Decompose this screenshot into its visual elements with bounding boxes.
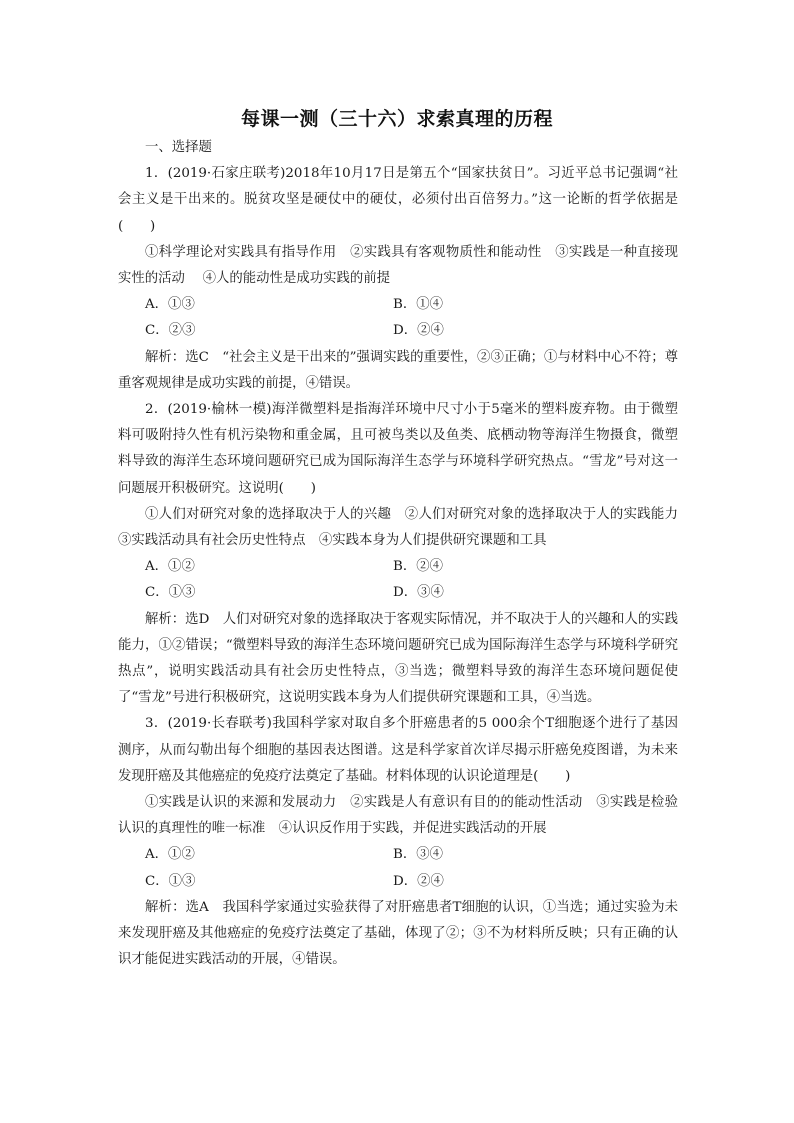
question-3 bbox=[118, 711, 678, 973]
choice-row bbox=[118, 554, 678, 580]
choice-a: A．①② bbox=[145, 847, 195, 863]
choice-d: D．②④ bbox=[393, 323, 444, 339]
choice-row bbox=[118, 869, 678, 895]
question-stem: 3．(2019·长春联考)我国科学家对取自多个肝癌患者的5 000余个T细胞逐个进行了基因测序，从而勾勒出每个细胞的基因表达图谱。这是科学家首次详尽揭示肝癌免疫图谱，为未来发现肝癌及其他癌症的免疫疗法奠定了基础。材料体现的认识论道理是( ) bbox=[118, 716, 678, 784]
choice-d: D．③④ bbox=[393, 585, 444, 601]
choice-row bbox=[118, 292, 678, 318]
choice-row bbox=[118, 318, 678, 344]
question-statements: ①实践是认识的来源和发展动力 ②实践是人有意识有目的的能动性活动 ③实践是检验认识的真理性的唯一标准 ④认识反作用于实践，并促进实践活动的开展 bbox=[118, 795, 678, 837]
choice-a: A．①③ bbox=[145, 297, 195, 313]
choice-b: B．②④ bbox=[393, 559, 444, 575]
question-statements: ①科学理论对实践具有指导作用 ②实践具有客观物质性和能动性 ③实践是一种直接现实性的活动 ④人的能动性是成功实践的前提 bbox=[118, 244, 678, 287]
question-statements: ①人们对研究对象的选择取决于人的兴趣 ②人们对研究对象的选择取决于人的实践能力 ③实践活动具有社会历史性特点 ④实践本身为人们提供研究课题和工具 bbox=[118, 506, 692, 549]
section-heading: 一、选择题 bbox=[145, 140, 212, 155]
question-stem: 1．(2019·石家庄联考)2018年10月17日是第五个“国家扶贫日”。习近平总书记强调“社会主义是干出来的。脱贫攻坚是硬仗中的硬仗，必须付出百倍努力。”这一论断的哲学依据是( ) bbox=[118, 166, 678, 234]
document-body bbox=[118, 135, 692, 974]
question-analysis: 解析：选C “社会主义是干出来的”强调实践的重要性，②③正确；①与材料中心不符；尊重客观规律是成功实践的前提，④错误。 bbox=[118, 349, 678, 391]
choice-b: B．①④ bbox=[393, 297, 444, 313]
question-stem: 2．(2019·榆林一模)海洋微塑料是指海洋环境中尺寸小于5毫米的塑料废弃物。由于微塑料可吸附持久性有机污染物和重金属，且可被鸟类以及鱼类、底栖动物等海洋生物摄食，微塑料导致的海洋生态环境问题研究已成为国际海洋生态学与环境科学研究热点。“雪龙”号对这一问题展开积极研究。这说明( ) bbox=[118, 402, 678, 496]
question-1 bbox=[118, 161, 678, 397]
choice-d: D．②④ bbox=[393, 873, 444, 889]
choice-c: C．②③ bbox=[145, 323, 196, 339]
choice-a: A．①② bbox=[145, 559, 195, 575]
choice-b: B．③④ bbox=[393, 847, 444, 863]
page-title: 每课一测（三十六）求索真理的历程 bbox=[240, 108, 553, 130]
choice-row bbox=[118, 580, 678, 606]
question-analysis: 解析：选D 人们对研究对象的选择取决于客观实际情况，并不取决于人的兴趣和人的实践能力，①②错误；“微塑料导致的海洋生态环境问题研究已成为国际海洋生态学与环境科学研究热点”，说明实践活动具有社会历史性特点，③当选；微塑料导致的海洋生态环境问题促使了“雪龙”号进行积极研究，这说明实践本身为人们提供研究课题和工具，④当选。 bbox=[118, 611, 678, 706]
question-analysis: 解析：选A 我国科学家通过实验获得了对肝癌患者T细胞的认识，①当选；通过实验为未来发现肝癌及其他癌症的免疫疗法奠定了基础，体现了②；③不为材料所反映；只有正确的认识才能促进实践活动的开展，④错误。 bbox=[118, 899, 678, 968]
choice-row bbox=[118, 842, 678, 868]
choice-c: C．①③ bbox=[145, 585, 196, 601]
question-2 bbox=[118, 397, 692, 711]
choice-c: C．①③ bbox=[145, 873, 196, 889]
